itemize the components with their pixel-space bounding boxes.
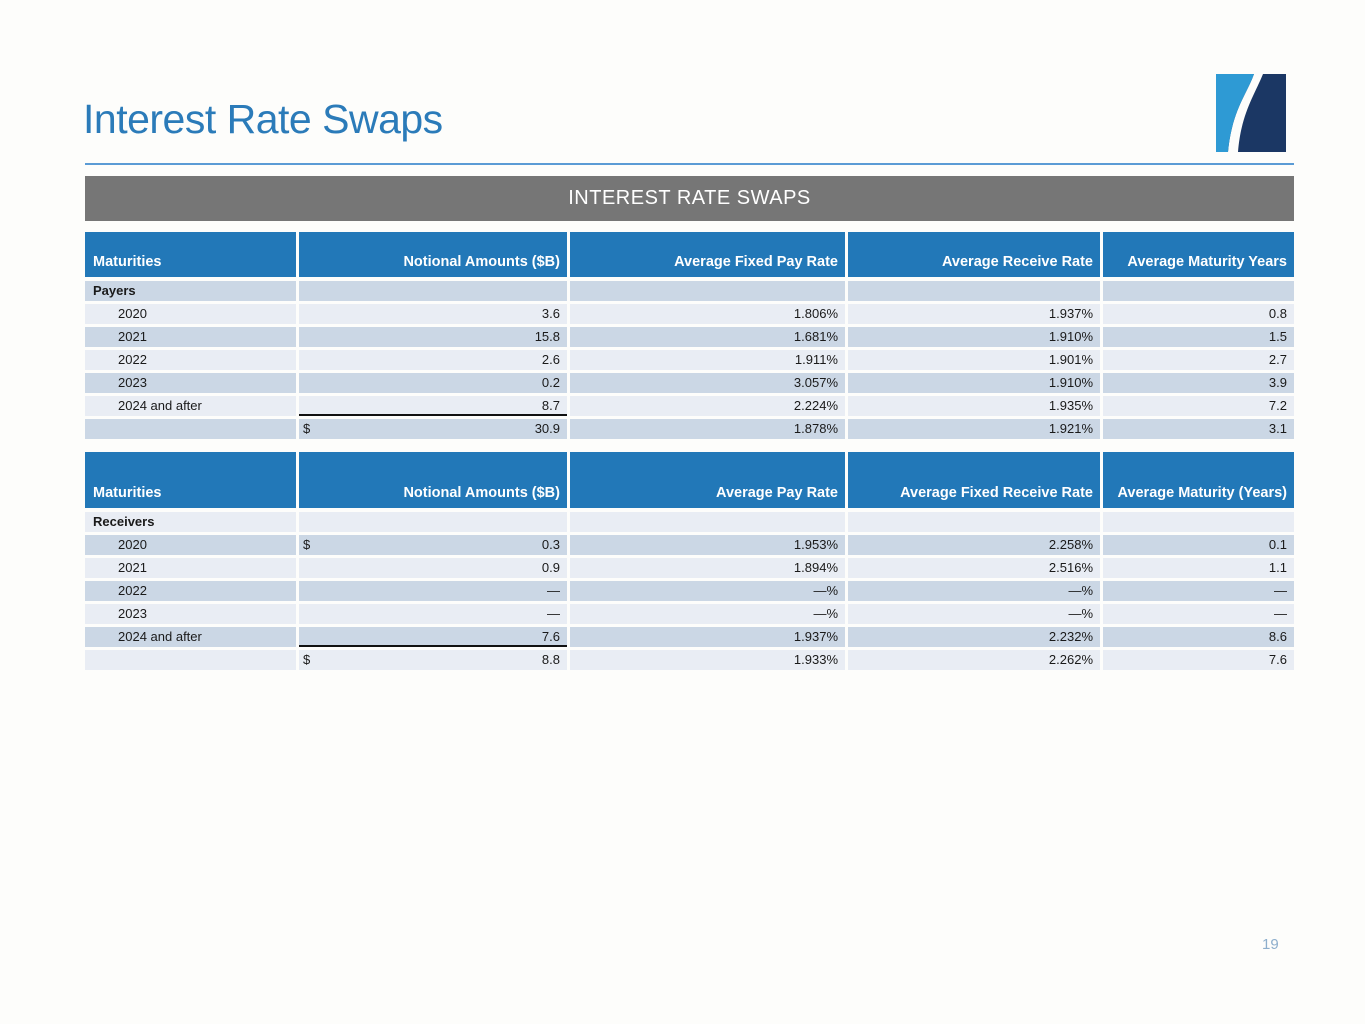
table-row	[85, 304, 1294, 324]
dollar-sign: $	[303, 421, 311, 436]
company-logo-icon	[1216, 74, 1286, 152]
notional-cell	[299, 581, 567, 601]
maturity-cell: 2021	[85, 327, 296, 347]
notional-value: 0.9	[541, 560, 560, 575]
notional-cell	[299, 558, 567, 578]
maturity-cell: 2022	[85, 350, 296, 370]
maturity-years-cell: 8.6	[1103, 627, 1294, 647]
dollar-sign: $	[303, 537, 311, 552]
maturity-cell: 2020	[85, 535, 296, 555]
receive-rate-cell: 1.937%	[848, 304, 1100, 324]
maturity-years-cell: 1.1	[1103, 558, 1294, 578]
pay-rate-cell: 1.953%	[570, 535, 845, 555]
table-header-row	[85, 452, 1294, 508]
maturity-years-cell: 3.9	[1103, 373, 1294, 393]
pay-rate-cell: 3.057%	[570, 373, 845, 393]
maturity-cell: 2020	[85, 304, 296, 324]
notional-value: 3.6	[541, 306, 560, 321]
pay-rate-cell: 1.911%	[570, 350, 845, 370]
notional-value: 0.2	[541, 375, 560, 390]
pay-rate-cell: 1.894%	[570, 558, 845, 578]
maturity-cell	[85, 650, 296, 670]
maturity-years-cell	[1103, 512, 1294, 532]
notional-value: 8.8	[541, 652, 560, 667]
maturity-years-cell: 3.1	[1103, 419, 1294, 439]
dollar-sign: $	[303, 652, 311, 667]
notional-value: 0.3	[541, 537, 560, 552]
pay-rate-cell: 1.878%	[570, 419, 845, 439]
column-header: Average Pay Rate	[570, 452, 845, 508]
maturity-years-cell: 7.6	[1103, 650, 1294, 670]
maturity-years-cell: 1.5	[1103, 327, 1294, 347]
maturity-years-cell: 0.8	[1103, 304, 1294, 324]
notional-value: —	[547, 583, 560, 598]
receive-rate-cell: 2.258%	[848, 535, 1100, 555]
column-header: Average Fixed Pay Rate	[570, 232, 845, 277]
notional-cell	[299, 327, 567, 347]
receive-rate-cell: 1.901%	[848, 350, 1100, 370]
maturity-years-cell: —	[1103, 604, 1294, 624]
maturity-years-cell: 2.7	[1103, 350, 1294, 370]
notional-cell	[299, 419, 567, 439]
notional-cell	[299, 650, 567, 670]
notional-cell	[299, 512, 567, 532]
maturity-cell: 2021	[85, 558, 296, 578]
table-row	[85, 350, 1294, 370]
page-title: Interest Rate Swaps	[83, 96, 443, 142]
maturity-years-cell: —	[1103, 581, 1294, 601]
notional-value: 30.9	[534, 421, 560, 436]
maturity-cell: 2022	[85, 581, 296, 601]
notional-cell	[299, 627, 567, 647]
table-row	[85, 558, 1294, 578]
title-underline	[85, 163, 1294, 165]
maturity-years-cell	[1103, 281, 1294, 301]
table-banner: INTEREST RATE SWAPS	[85, 176, 1294, 221]
column-header: Average Maturity Years	[1103, 232, 1294, 277]
notional-cell	[299, 304, 567, 324]
notional-value: —	[547, 606, 560, 621]
payers-swaps-table	[85, 232, 1294, 442]
pay-rate-cell: 2.224%	[570, 396, 845, 416]
receive-rate-cell: 2.262%	[848, 650, 1100, 670]
notional-cell	[299, 350, 567, 370]
maturity-cell: 2024 and after	[85, 627, 296, 647]
receivers-swaps-table	[85, 452, 1294, 673]
notional-cell	[299, 373, 567, 393]
table-header-row	[85, 232, 1294, 277]
receive-rate-cell: 1.935%	[848, 396, 1100, 416]
section-row	[85, 281, 1294, 301]
table-row	[85, 650, 1294, 670]
column-header: Maturities	[85, 232, 296, 277]
pay-rate-cell: 1.933%	[570, 650, 845, 670]
pay-rate-cell	[570, 281, 845, 301]
column-header: Maturities	[85, 452, 296, 508]
table-row	[85, 373, 1294, 393]
table-row	[85, 327, 1294, 347]
maturity-years-cell: 0.1	[1103, 535, 1294, 555]
receive-rate-cell	[848, 281, 1100, 301]
receive-rate-cell: 1.921%	[848, 419, 1100, 439]
table-row	[85, 419, 1294, 439]
maturity-cell: 2023	[85, 604, 296, 624]
receive-rate-cell: 2.516%	[848, 558, 1100, 578]
maturity-cell: Payers	[85, 281, 296, 301]
pay-rate-cell: 1.806%	[570, 304, 845, 324]
notional-value: 2.6	[541, 352, 560, 367]
pay-rate-cell: 1.681%	[570, 327, 845, 347]
notional-value: 8.7	[541, 398, 560, 413]
receive-rate-cell: 1.910%	[848, 373, 1100, 393]
pay-rate-cell: —%	[570, 581, 845, 601]
column-header: Notional Amounts ($B)	[299, 452, 567, 508]
notional-cell	[299, 604, 567, 624]
table-row	[85, 535, 1294, 555]
notional-value: 7.6	[541, 629, 560, 644]
notional-cell	[299, 535, 567, 555]
receive-rate-cell	[848, 512, 1100, 532]
table-row	[85, 581, 1294, 601]
receive-rate-cell: —%	[848, 581, 1100, 601]
section-row	[85, 512, 1294, 532]
maturity-cell: 2023	[85, 373, 296, 393]
pay-rate-cell: 1.937%	[570, 627, 845, 647]
pay-rate-cell: —%	[570, 604, 845, 624]
maturity-cell: 2024 and after	[85, 396, 296, 416]
notional-value: 15.8	[534, 329, 560, 344]
table-row	[85, 604, 1294, 624]
receive-rate-cell: 2.232%	[848, 627, 1100, 647]
column-header: Average Maturity (Years)	[1103, 452, 1294, 508]
maturity-years-cell: 7.2	[1103, 396, 1294, 416]
maturity-cell	[85, 419, 296, 439]
pay-rate-cell	[570, 512, 845, 532]
column-header: Notional Amounts ($B)	[299, 232, 567, 277]
column-header: Average Receive Rate	[848, 232, 1100, 277]
receive-rate-cell: 1.910%	[848, 327, 1100, 347]
table-row	[85, 396, 1294, 416]
maturity-cell: Receivers	[85, 512, 296, 532]
notional-cell	[299, 281, 567, 301]
receive-rate-cell: —%	[848, 604, 1100, 624]
column-header: Average Fixed Receive Rate	[848, 452, 1100, 508]
table-row	[85, 627, 1294, 647]
notional-cell	[299, 396, 567, 416]
page-number: 19	[1262, 936, 1279, 953]
